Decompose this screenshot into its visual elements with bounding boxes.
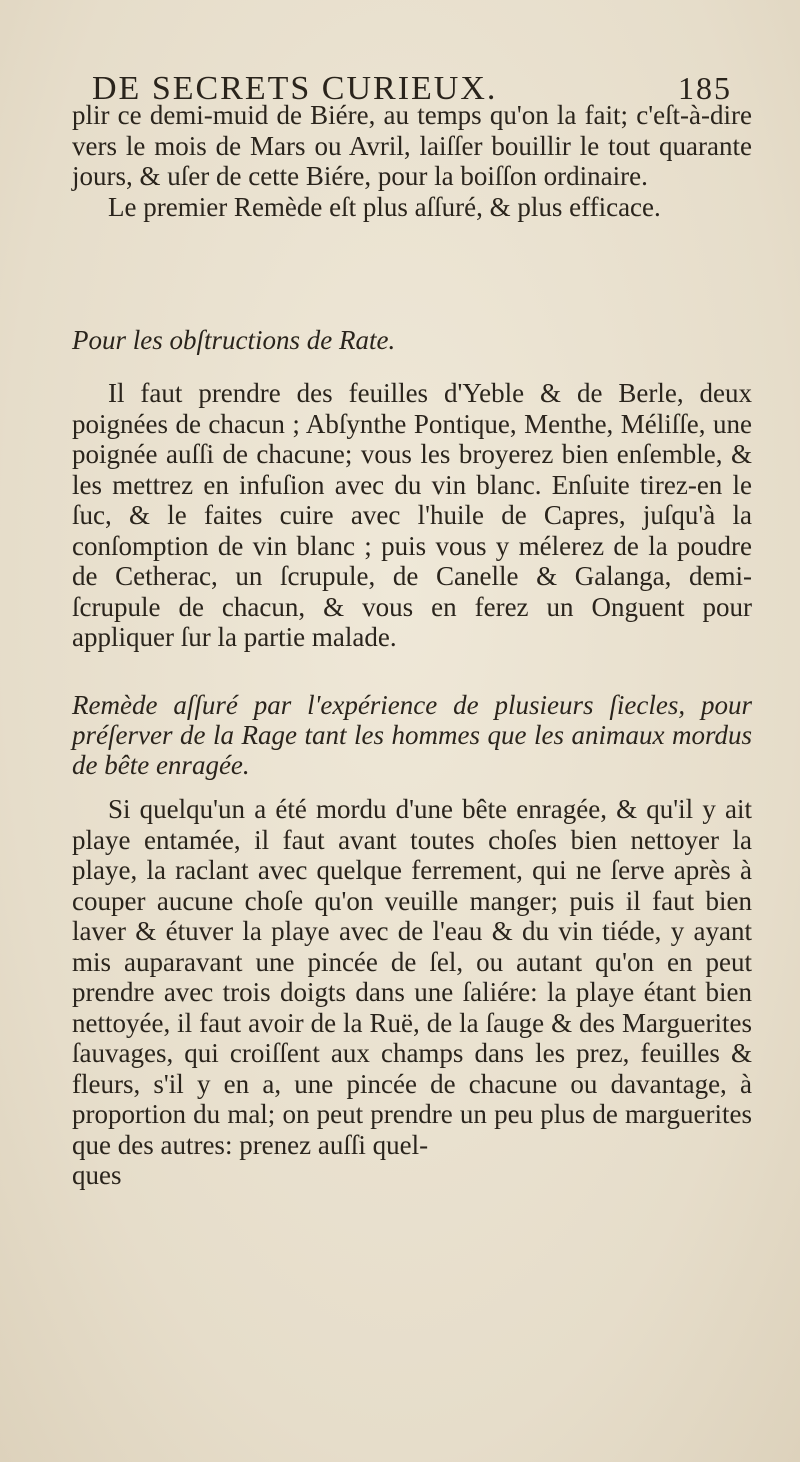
text-block-rage: [72, 794, 752, 1191]
paragraph: plir ce demi-muid de Biére, au temps qu'on la fait; c'eſt-à-dire vers le mois de Mars ou Avril, laiſſer bouillir le tout quarante jours, & uſer de cette Biére, pour la boiſſon ordinaire.: [72, 100, 752, 191]
paragraph: Le premier Remède eſt plus aſſuré, & plus efficace.: [108, 191, 661, 222]
page-number: 185: [678, 70, 732, 106]
heading-text: Pour les obſtructions de Rate.: [72, 325, 396, 355]
paragraph: Si quelqu'un a été mordu d'une bête enragée, & qu'il y ait playe entamée, il faut avant toutes choſes bien nettoyer la playe, la raclant avec quelque ferrement, qui ne ſerve après à couper aucune choſe qu'on veuille manger; puis il faut bien laver & étuver la playe avec de l'eau & du vin tiéde, y ayant mis auparavant une pincée de ſel, ou autant qu'on en peut prendre avec trois doigts dans une ſaliére: la playe étant bien nettoyée, il faut avoir de la Ruë, de la ſauge & des Marguerites ſauvages, qui croiſſent aux champs dans les prez, feuilles & fleurs, s'il y en a, une pincée de chacune ou davantage, à proportion du mal; on peut prendre un peu plus de marguerites que des autres: prenez auſſi quel-: [72, 794, 752, 1160]
paragraph: Il faut prendre des feuilles d'Yeble & de Berle, deux poignées de chacun ; Abſynthe Pontique, Menthe, Méliſſe, une poignée auſſi de chacune; vous les broyerez bien enſemble, & les mettrez en infuſion avec du vin blanc. Enſuite tirez-en le ſuc, & le faites cuire avec l'huile de Capres, juſqu'à la conſomption de vin blanc ; puis vous y mélerez de la poudre de Cetherac, un ſcrupule, de Canelle & Galanga, demi-ſcrupule de chacun, & vous en ferez un Onguent pour appliquer ſur la partie malade.: [72, 378, 752, 652]
text-block-intro: [72, 100, 752, 222]
section-heading-rate: [72, 325, 752, 355]
catchword: ques: [72, 1160, 122, 1190]
heading-text: Remède aſſuré par l'expérience de plusieurs ſiecles, pour préſerver de la Rage tant les hommes que les animaux mordus de bête enragée.: [72, 690, 752, 780]
text-block-rate: [72, 378, 752, 653]
section-heading-rage: [72, 690, 752, 780]
running-title: DE SECRETS CURIEUX.: [92, 70, 498, 107]
